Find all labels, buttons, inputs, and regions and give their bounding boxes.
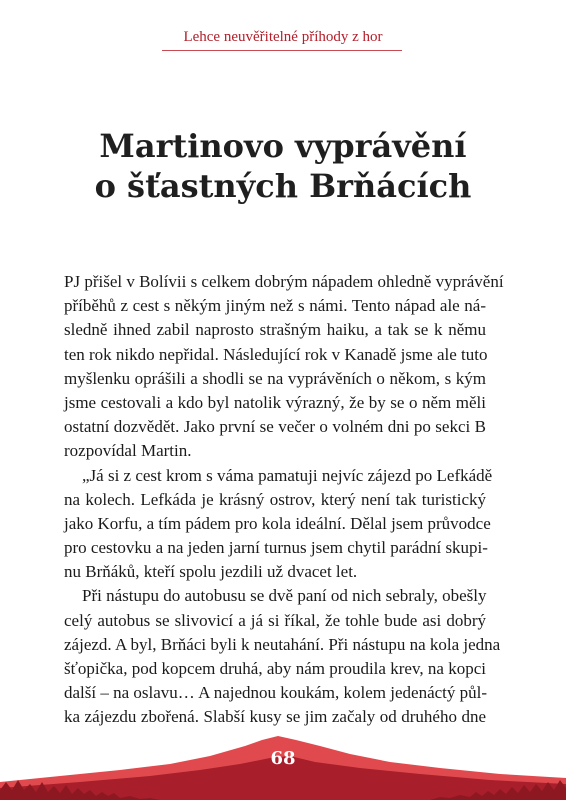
- page-number: 68: [270, 748, 296, 769]
- body-text: [64, 270, 504, 730]
- body-line: nu Brňáků, kteří spolu jezdili už dvacet let.: [64, 562, 358, 582]
- header-rule: [162, 50, 402, 51]
- body-line: rozpovídal Martin.: [64, 441, 192, 461]
- body-line: zájezd. A byl, Brňáci byli k neutahání. Při nástupu na kola jedna: [64, 634, 501, 654]
- body-line: Při nástupu do autobusu se dvě paní od nich sebraly, obešly: [82, 586, 487, 606]
- chapter-title-line-2: o šťastných Brňácích: [94, 167, 472, 205]
- body-line: pro cestovku a na jeden jarní turnus jsem chytil parádní skupi-: [64, 538, 488, 558]
- body-line: ten rok nikdo nepřidal. Následující rok v Kanadě jsme ale tuto: [64, 344, 488, 364]
- body-line: „Já si z cest krom s váma pamatuji nejvíc zájezd po Lefkádě: [82, 465, 493, 485]
- body-line: ostatní dozvědět. Jako první se večer o volném dni po sekci B: [64, 417, 486, 437]
- body-line: jsme cestovali a kdo byl natolik výrazný, že by se o něm měli: [64, 392, 486, 412]
- body-line: ka zájezdu zbořená. Slabší kusy se jim začaly od druhého dne: [64, 707, 486, 727]
- chapter-title: [0, 126, 566, 206]
- body-line: příběhů z cest s někým jiným než s námi. Tento nápad ale ná-: [64, 296, 486, 316]
- running-header: Lehce neuvěřitelné příhody z hor: [183, 29, 383, 45]
- body-line: PJ přišel v Bolívii s celkem dobrým nápadem ohledně vyprávění: [64, 272, 504, 291]
- running-header-container: [0, 28, 566, 46]
- body-line: na kolech. Lefkáda je krásný ostrov, který není tak turistický: [64, 489, 486, 509]
- body-line: myšlenku oprášili a shodli se na vyprávěních o někom, s kým: [64, 368, 486, 388]
- body-line: jako Korfu, a tím pádem pro kola ideální. Dělal jsem průvodce: [64, 513, 491, 533]
- body-line: sledně ihned zabil naprosto strašným haiku, a tak se k němu: [64, 320, 486, 340]
- body-line: další – na oslavu… A najednou koukám, kolem jedenáctý půl-: [64, 683, 488, 703]
- chapter-title-line-1: Martinovo vyprávění: [99, 127, 467, 165]
- body-line: šťopička, pod kopcem druhá, aby nám proudila krev, na kopci: [64, 659, 486, 678]
- body-line: celý autobus se slivovicí a já si říkal, že tohle bude asi dobrý: [64, 610, 486, 630]
